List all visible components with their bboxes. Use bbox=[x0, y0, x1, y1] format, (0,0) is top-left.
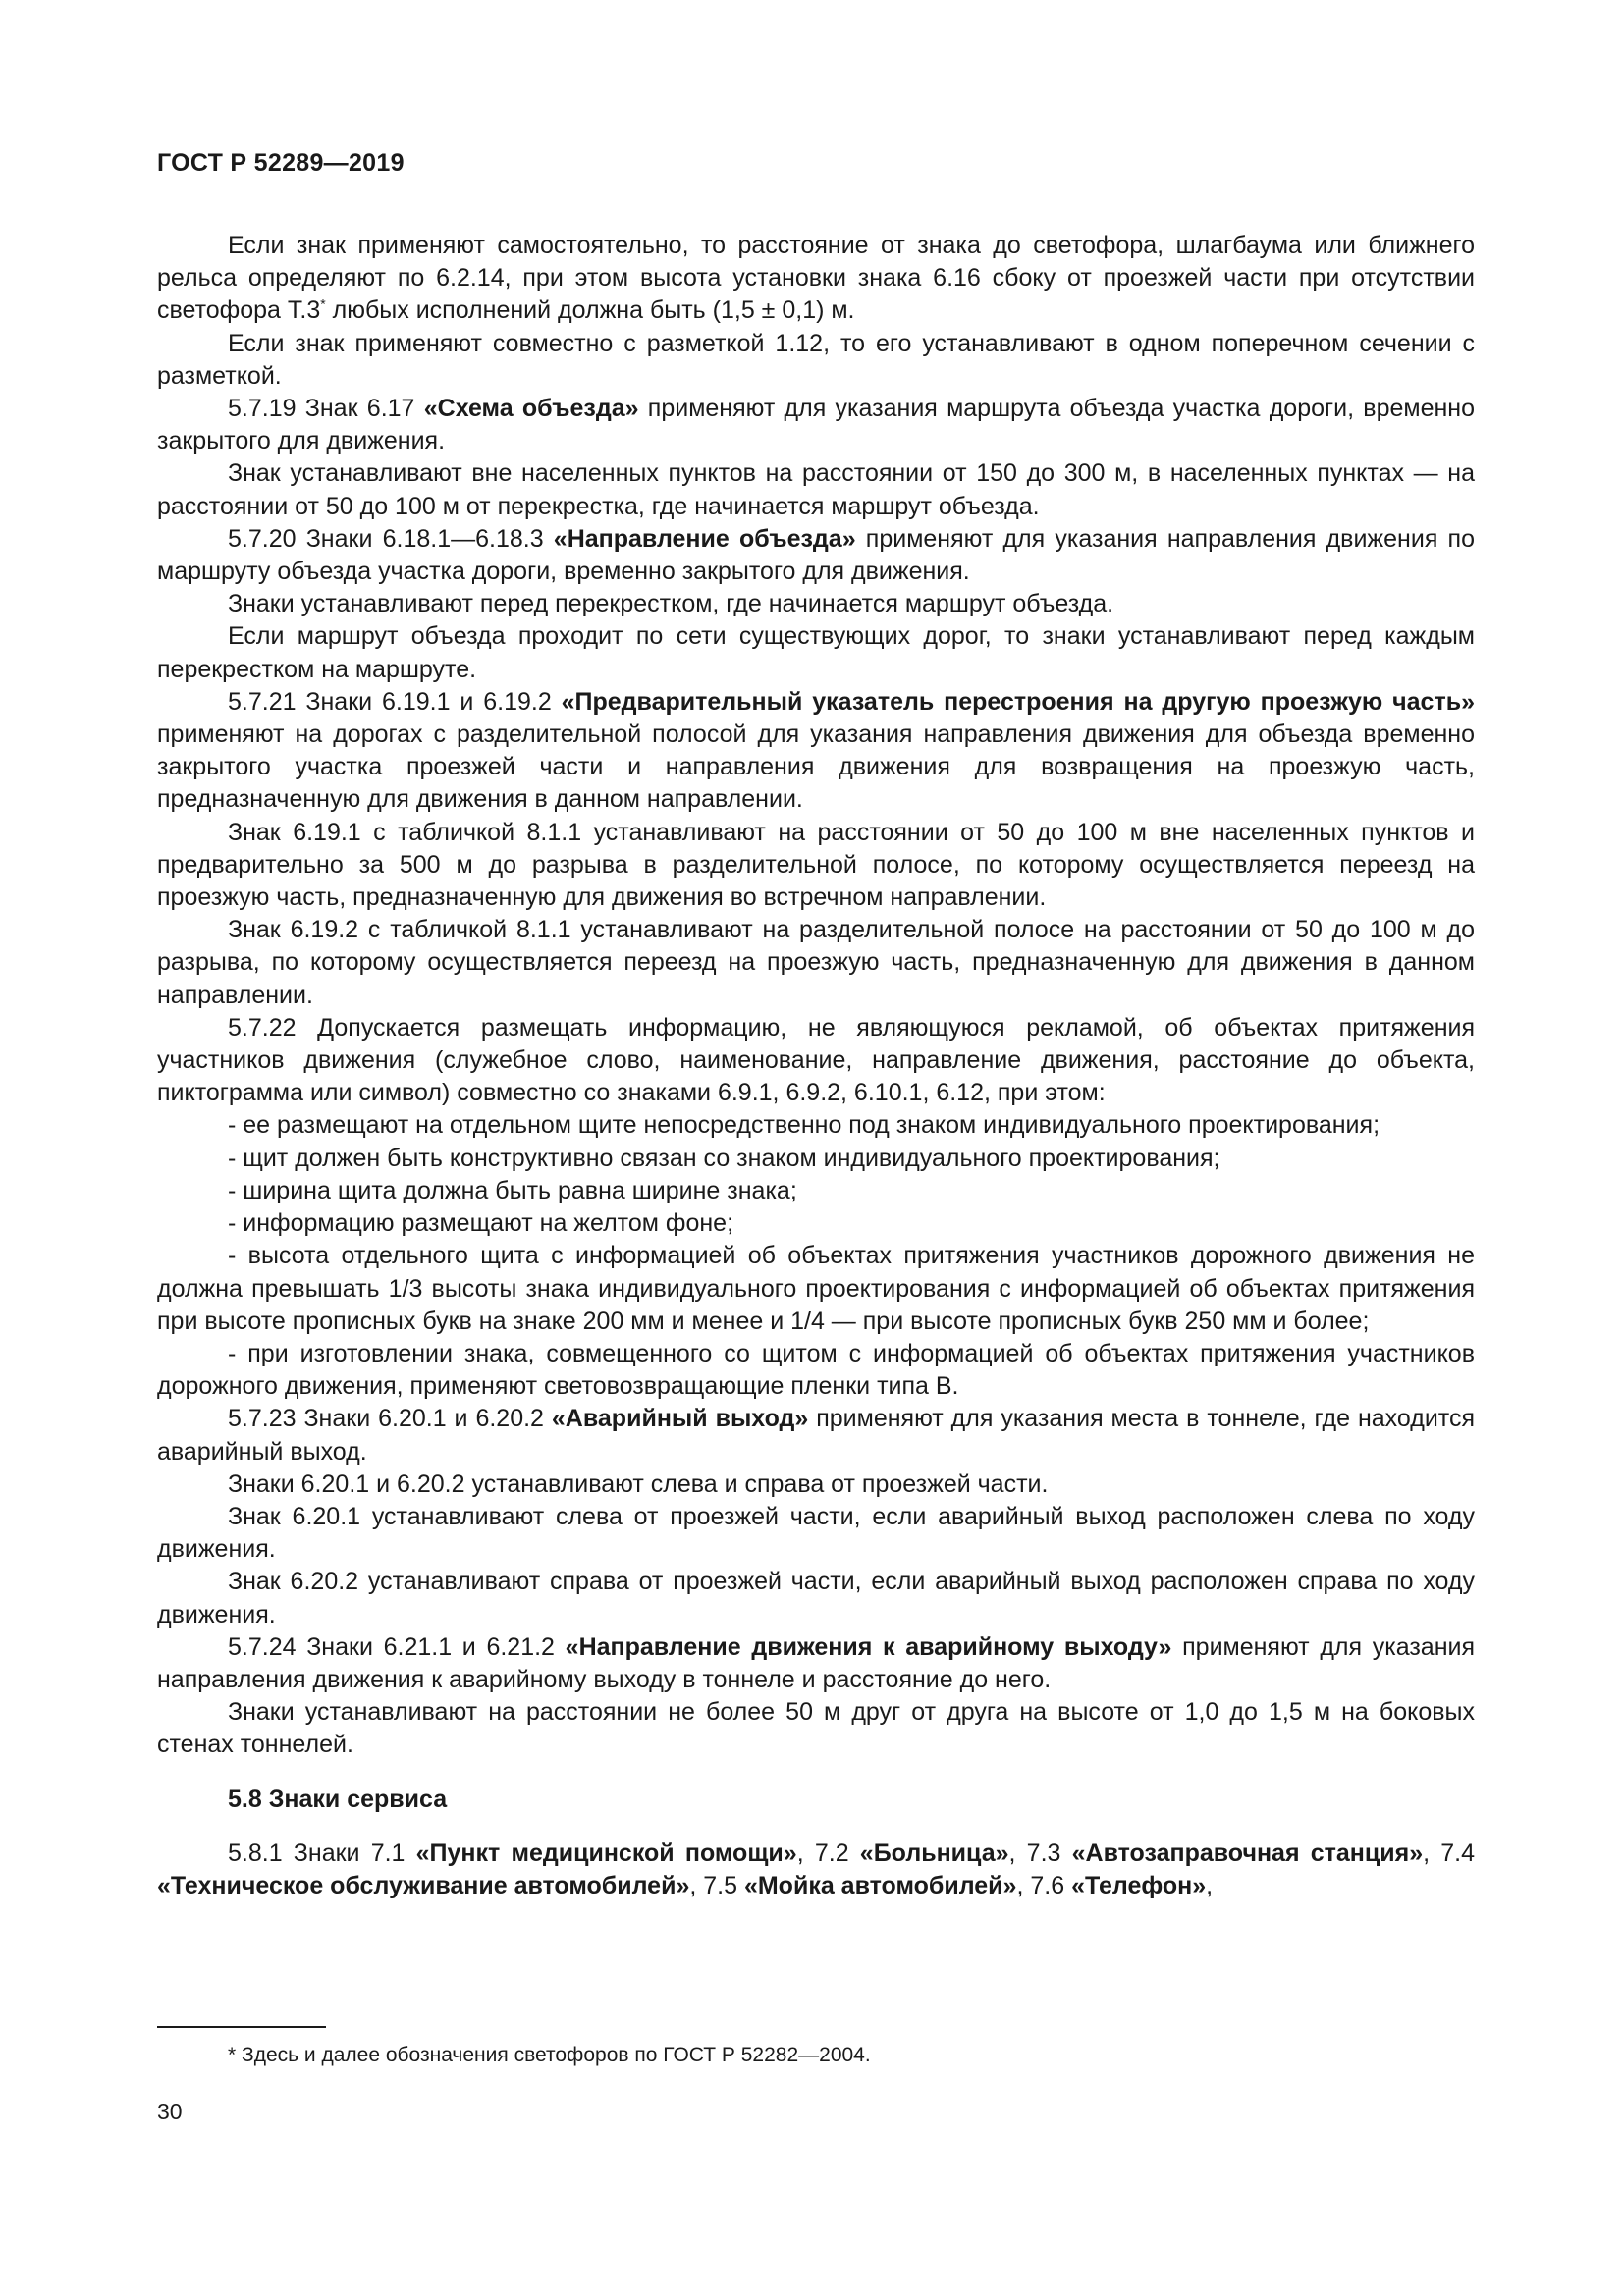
section-heading: 5.8 Знаки сервиса bbox=[228, 1785, 448, 1813]
paragraph bbox=[157, 1403, 1475, 1468]
text: 5.8.1 Знаки 7.1 bbox=[228, 1839, 416, 1867]
paragraph: 5.7.22 Допускается размещать информацию, не являющуюся рекламой, об объектах притяжения участников движения (служебное слово, наименование, направление движения, расстояние до объекта, пиктограмма или символ) совместно со знаками 6.9.1, 6.9.2, 6.10.1, 6.12, при этом: bbox=[157, 1013, 1475, 1107]
text: любых исполнений должна быть (1,5 ± 0,1) м. bbox=[325, 296, 855, 325]
sign-name: «Техническое обслуживание автомобилей» bbox=[157, 1871, 690, 1899]
paragraph: Знаки устанавливают перед перекрестком, где начинается маршрут объезда. bbox=[228, 590, 1114, 618]
text: 5.7.21 Знаки 6.19.1 и 6.19.2 bbox=[228, 687, 562, 716]
body-text bbox=[157, 230, 1475, 1902]
page-number: 30 bbox=[157, 2099, 183, 2124]
list-item: - информацию размещают на желтом фоне; bbox=[228, 1209, 734, 1238]
paragraph bbox=[157, 230, 1475, 328]
sign-name: «Направление движения к аварийному выходу» bbox=[565, 1632, 1172, 1661]
text: Если знак применяют самостоятельно, то расстояние от знака до светофора, шлагбаума или ближнего рельса определяют по 6.2.14, при этом высота установки знака 6.16 сбоку от проезжей части при отсутствии светофора Т.3 bbox=[157, 232, 1475, 325]
footnote: * Здесь и далее обозначения светофоров по ГОСТ Р 52282—2004. bbox=[228, 2044, 871, 2066]
text: , 7.3 bbox=[1008, 1839, 1072, 1867]
sign-name: «Предварительный указатель перестроения на другую проезжую часть» bbox=[561, 687, 1475, 716]
text: применяют на дорогах с разделительной полосой для указания направления движения для объезда временно закрытого участка проезжей части и направления движения для возвращения на проезжую часть, предназначенную для движения в данном направлении. bbox=[157, 721, 1475, 814]
text: 5.7.24 Знаки 6.21.1 и 6.21.2 bbox=[228, 1632, 566, 1661]
text: 5.7.20 Знаки 6.18.1—6.18.3 bbox=[228, 524, 554, 553]
paragraph bbox=[157, 686, 1475, 817]
text: , 7.4 bbox=[1423, 1839, 1476, 1867]
list-item: - при изготовлении знака, совмещенного со щитом с информацией об объектах притяжения участников дорожного движения, применяют световозвращающие пленки типа В. bbox=[157, 1339, 1475, 1401]
text: , 7.2 bbox=[796, 1839, 860, 1867]
sign-name: «Пункт медицинской помощи» bbox=[415, 1839, 797, 1867]
text: , 7.6 bbox=[1016, 1871, 1072, 1899]
paragraph bbox=[157, 1631, 1475, 1696]
paragraph: Знаки 6.20.1 и 6.20.2 устанавливают слева и справа от проезжей части. bbox=[228, 1469, 1049, 1498]
paragraph: Знак устанавливают вне населенных пунктов на расстоянии от 150 до 300 м, в населенных пунктах — на расстоянии от 50 до 100 м от перекрестка, где начинается маршрут объезда. bbox=[157, 459, 1475, 520]
text: 5.7.23 Знаки 6.20.1 и 6.20.2 bbox=[228, 1405, 552, 1433]
sign-name: «Мойка автомобилей» bbox=[743, 1871, 1017, 1899]
list-item: - щит должен быть конструктивно связан со знаком индивидуального проектирования; bbox=[228, 1144, 1220, 1172]
paragraph: Знак 6.20.1 устанавливают слева от проезжей части, если аварийный выход расположен слева по ходу движения. bbox=[157, 1502, 1475, 1564]
paragraph: Знаки устанавливают на расстоянии не более 50 м друг от друга на высоте от 1,0 до 1,5 м на боковых стенах тоннелей. bbox=[157, 1698, 1475, 1759]
paragraph: Знак 6.20.2 устанавливают справа от проезжей части, если аварийный выход расположен справа по ходу движения. bbox=[157, 1568, 1475, 1629]
footnote-divider bbox=[157, 2026, 326, 2028]
paragraph bbox=[157, 393, 1475, 457]
text: применяют для указания места в тоннеле, где находится аварийный выход. bbox=[157, 1405, 1475, 1466]
sign-name: «Направление объезда» bbox=[553, 524, 856, 553]
paragraph bbox=[157, 1838, 1475, 1902]
sign-name: «Схема объезда» bbox=[423, 395, 639, 423]
sign-name: «Автозаправочная станция» bbox=[1071, 1839, 1424, 1867]
text: 5.7.19 Знак 6.17 bbox=[228, 395, 424, 423]
paragraph: Если маршрут объезда проходит по сети существующих дорог, то знаки устанавливают перед каждым перекрестком на маршруте. bbox=[157, 622, 1475, 683]
paragraph: Знак 6.19.2 с табличкой 8.1.1 устанавливают на разделительной полосе на расстоянии от 50 до 100 м до разрыва, по которому осуществляется переезд на проезжую часть, предназначенную для движения в данном направлении. bbox=[157, 916, 1475, 1009]
document-header: ГОСТ Р 52289—2019 bbox=[157, 149, 405, 177]
list-item: - ее размещают на отдельном щите непосредственно под знаком индивидуального проектирования; bbox=[228, 1111, 1380, 1140]
sign-name: «Аварийный выход» bbox=[551, 1405, 809, 1433]
sign-name: «Больница» bbox=[859, 1839, 1009, 1867]
text: , bbox=[1206, 1871, 1214, 1899]
list-item: - высота отдельного щита с информацией об объектах притяжения участников дорожного движения не должна превышать 1/3 высоты знака индивидуального проектирования с информацией об объектах притяжения при высоте прописных букв на знаке 200 мм и менее и 1/4 — при высоте прописных букв 250 мм и более; bbox=[157, 1242, 1475, 1335]
text: применяют для указания направления движения по маршруту объезда участка дороги, временно закрытого для движения. bbox=[157, 524, 1475, 586]
text: применяют для указания маршрута объезда участка дороги, временно закрытого для движения. bbox=[157, 395, 1476, 455]
text: применяют для указания направления движения к аварийному выходу в тоннеле и расстояние до него. bbox=[157, 1632, 1476, 1693]
sign-name: «Телефон» bbox=[1071, 1871, 1207, 1899]
list-item: - ширина щита должна быть равна ширине знака; bbox=[228, 1176, 797, 1204]
paragraph: Знак 6.19.1 с табличкой 8.1.1 устанавливают на расстоянии от 50 до 100 м вне населенных пунктов и предварительно за 500 м до разрыва в разделительной полосе, по которому осуществляется переезд на проезжую часть, предназначенную для движения во встречном направлении. bbox=[157, 818, 1475, 912]
footnote-marker: * bbox=[320, 296, 326, 313]
paragraph: Если знак применяют совместно с разметкой 1.12, то его устанавливают в одном поперечном сечении с разметкой. bbox=[157, 329, 1475, 390]
paragraph bbox=[157, 523, 1475, 588]
text: , 7.5 bbox=[689, 1871, 744, 1899]
